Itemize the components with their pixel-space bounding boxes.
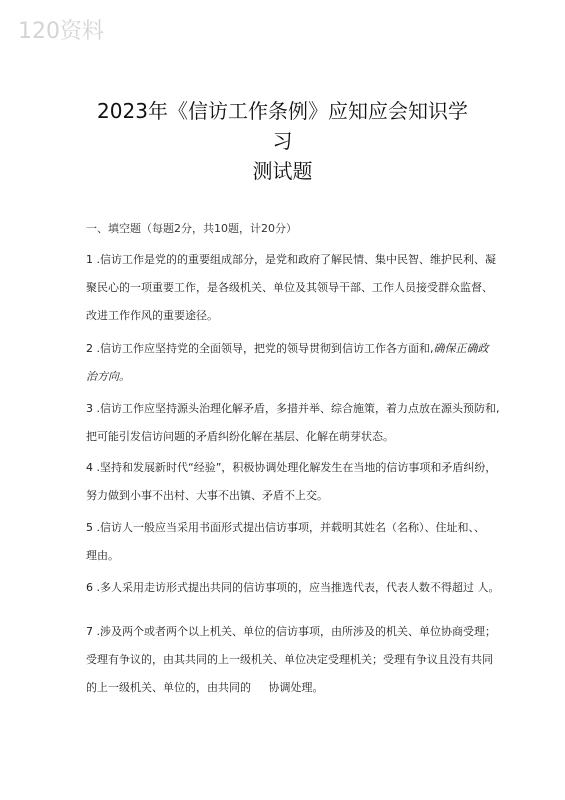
question-4-line-1: 4 .坚持和发展新时代“经验”，积极协调处理化解发生在当地的信访事项和矛盾纠纷， [86,461,497,474]
question-5-line-1: 5 .信访人一般应当采用书面形式提出信访事项，并载明其姓名（名称）、住址和、、 [86,521,485,534]
question-4-line-2: 努力做到小事不出村、大事不出镇、矛盾不上交。 [86,489,328,502]
question-2-text: 2 .信访工作应坚持党的全面领导，把党的领导贯彻到信访工作各方面和, [86,342,434,355]
question-7-line-2: 受理有争议的，由其共同的上一级机关、单位决定受理机关；受理有争议且没有共同 [86,653,493,666]
title-line-3: 测试题 [252,159,313,183]
question-1 [86,246,496,330]
title-line-2: 习 [272,129,293,153]
question-2 [86,335,496,391]
question-6-line-1: 6 .多人采用走访形式提出共同的信访事项的，应当推选代表，代表人数不得超过 人。 [86,581,500,594]
question-2-line-1 [86,335,496,363]
question-1-line-3: 改进工作作风的重要途径。 [86,309,218,322]
question-6 [86,574,500,602]
section-heading: 一、填空题（每题2分，共10题，计20分） [86,222,297,235]
question-2-italic-1: 确保正确政 [433,342,489,355]
title-line-1: 2023年《信访工作条例》应知应会知识学 [97,99,468,123]
question-5 [86,514,496,570]
question-7-line-1: 7 .涉及两个或者两个以上机关、单位的信访事项，由所涉及的机关、单位协商受理； [86,625,496,638]
question-5-line-2: 理由。 [86,549,119,562]
question-7-line-3: 的上一级机关、单位的，由共同的 协调处理。 [86,681,324,694]
question-7 [86,618,496,702]
question-3-line-1: 3 .信访工作应坚持源头治理化解矛盾，多措并举、综合施策，着力点放在源头预防和, [86,402,500,415]
question-2-line-2: 治方向。 [86,370,130,383]
question-4 [86,454,496,510]
question-1-line-1: 1 .信访工作是党的的重要组成部分，是党和政府了解民情、集中民智、维护民利、凝 [86,253,496,266]
question-1-line-2: 聚民心的一项重要工作，是各级机关、单位及其领导干部、工作人员接受群众监督、 [86,281,493,294]
question-3 [86,395,500,451]
question-3-line-2: 把可能引发信访问题的矛盾纠纷化解在基层、化解在萌芽状态。 [86,430,394,443]
watermark: 120资料 [18,19,104,44]
